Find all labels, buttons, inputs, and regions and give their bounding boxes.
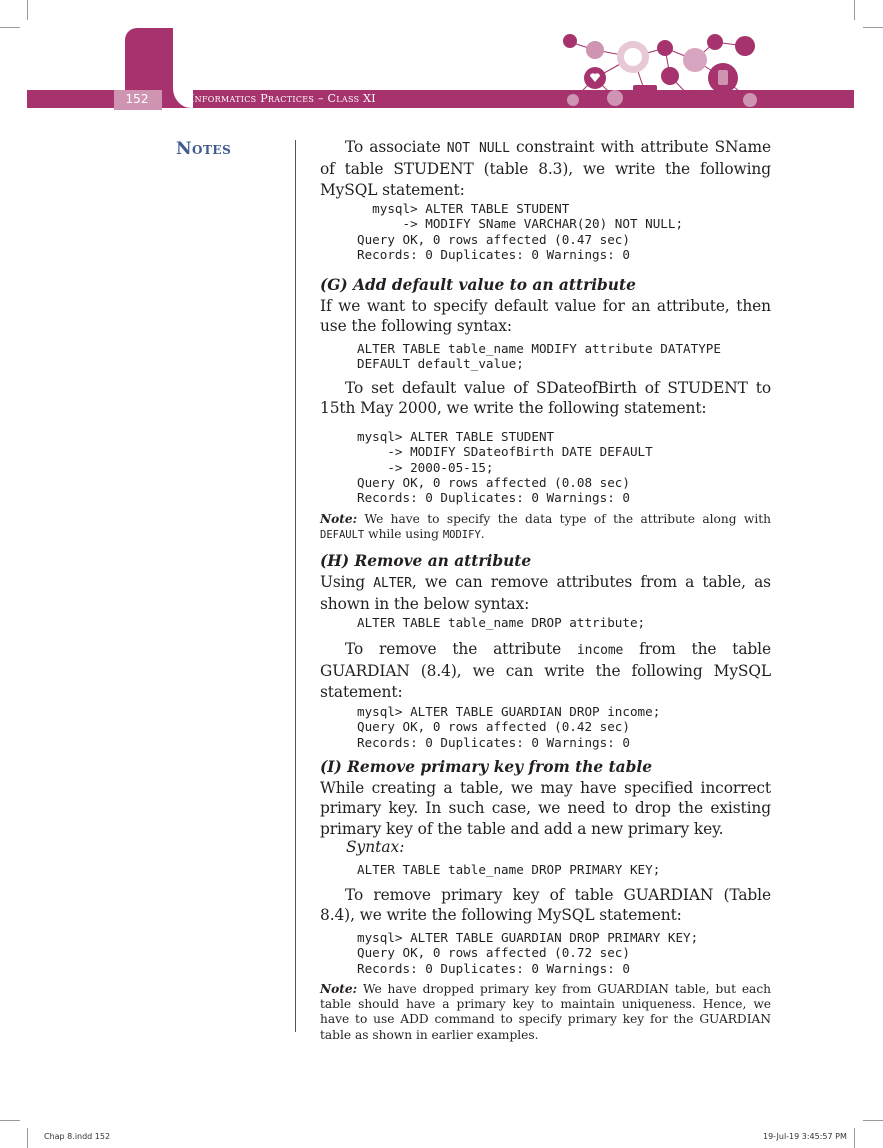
- laptop-icon: [633, 85, 657, 101]
- rss-icon: [685, 92, 701, 108]
- text: We have to specify the data type of the attribute along with: [357, 512, 771, 526]
- video-icon: [735, 36, 755, 56]
- text: To associate: [345, 138, 447, 156]
- crop-mark: [854, 1128, 855, 1148]
- paragraph-remove-income: [320, 639, 771, 702]
- smile-icon: [743, 93, 757, 107]
- footer-timestamp: 19-Jul-19 3:45:57 PM: [763, 1132, 847, 1141]
- syntax-label: Syntax:: [346, 838, 405, 856]
- note-primary-key: [320, 982, 771, 1043]
- crop-mark: [27, 0, 28, 20]
- like-icon: [661, 67, 679, 85]
- code-block-set-default: mysql> ALTER TABLE STUDENT -> MODIFY SDateofBirth DATE DEFAULT -> 2000-05-15; Query OK, 0 rows affected (0.08 sec) Records: 0 Duplicates: 0 Warnings: 0: [357, 429, 653, 506]
- inline-code: ALTER: [373, 576, 412, 591]
- mic-icon: [567, 94, 579, 106]
- crop-mark: [0, 1120, 20, 1121]
- page-number: 152: [125, 92, 149, 106]
- mail-icon: [563, 34, 577, 48]
- text: Using: [320, 573, 374, 591]
- notes-label: Notes: [176, 139, 232, 159]
- text: .: [480, 527, 485, 542]
- heading-remove-primary-key: (I) Remove primary key from the table: [320, 758, 653, 776]
- running-head: Informatics Practices – Class XI: [190, 92, 376, 105]
- text: while using: [364, 527, 443, 542]
- inline-code: NOT NULL: [446, 141, 510, 156]
- inline-code: income: [576, 643, 624, 658]
- cloud-icon: [607, 90, 623, 106]
- code-block-drop-pk-syntax: ALTER TABLE table_name DROP PRIMARY KEY;: [357, 862, 661, 877]
- text: constraint with attribute SName of table STUDENT (table 8.3), we write the following MySQL statement:: [320, 138, 771, 199]
- inline-code: MODIFY: [442, 529, 481, 542]
- network-icons-decoration: [555, 30, 775, 112]
- footer-file-info: Chap 8.indd 152: [44, 1132, 111, 1141]
- text: from the table GUARDIAN (8.4), we can write the following MySQL statement:: [320, 640, 771, 701]
- note-label: Note:: [320, 512, 358, 526]
- crop-mark: [27, 1128, 28, 1148]
- heading-default-value: (G) Add default value to an attribute: [320, 276, 636, 294]
- text: We have dropped primary key from GUARDIAN table, but each table should have a primary key to maintain uniqueness. Hence, we have to use ADD command to specify primary key for the GUARDIAN table as shown in earlier examples.: [320, 982, 771, 1042]
- code-block-not-null: mysql> ALTER TABLE STUDENT -> MODIFY SName VARCHAR(20) NOT NULL; Query OK, 0 rows affected (0.47 sec) Records: 0 Duplicates: 0 Warnings: 0: [357, 201, 684, 262]
- speaker-icon: [586, 41, 604, 59]
- code-block-default-syntax: ALTER TABLE table_name MODIFY attribute DATATYPE DEFAULT default_value;: [357, 341, 721, 372]
- crop-mark: [0, 27, 20, 28]
- text: , we can remove attributes from a table, as shown in the below syntax:: [320, 573, 771, 614]
- code-block-drop-pk: mysql> ALTER TABLE GUARDIAN DROP PRIMARY KEY; Query OK, 0 rows affected (0.72 sec) Records: 0 Duplicates: 0 Warnings: 0: [357, 930, 699, 976]
- paragraph-set-default: To set default value of SDateofBirth of STUDENT to 15th May 2000, we write the following statement:: [320, 379, 771, 418]
- paragraph-default-syntax: If we want to specify default value for an attribute, then use the following syntax:: [320, 297, 771, 336]
- paragraph-primary-key: While creating a table, we may have specified incorrect primary key. In such case, we need to drop the existing primary key of the table and add a new primary key.: [320, 779, 771, 838]
- margin-rule: [295, 140, 296, 1032]
- user-icon: [683, 48, 707, 72]
- paragraph-remove-syntax: [320, 572, 771, 615]
- note-label: Note:: [320, 982, 358, 996]
- heading-remove-attribute: (H) Remove an attribute: [320, 552, 532, 570]
- crop-mark: [863, 1120, 883, 1121]
- person-icon: [707, 34, 723, 50]
- note-default: [320, 512, 771, 543]
- crop-mark: [863, 27, 883, 28]
- paragraph-not-null: [320, 137, 771, 200]
- code-block-drop-income: mysql> ALTER TABLE GUARDIAN DROP income; Query OK, 0 rows affected (0.42 sec) Records: 0 Duplicates: 0 Warnings: 0: [357, 704, 661, 750]
- inline-code: DEFAULT: [320, 529, 365, 542]
- crop-mark: [854, 0, 855, 20]
- text: To remove the attribute: [345, 640, 577, 658]
- camera-icon: [657, 40, 673, 56]
- paragraph-remove-pk: To remove primary key of table GUARDIAN (Table 8.4), we write the following MySQL statement:: [320, 886, 771, 925]
- code-block-drop-syntax: ALTER TABLE table_name DROP attribute;: [357, 615, 646, 630]
